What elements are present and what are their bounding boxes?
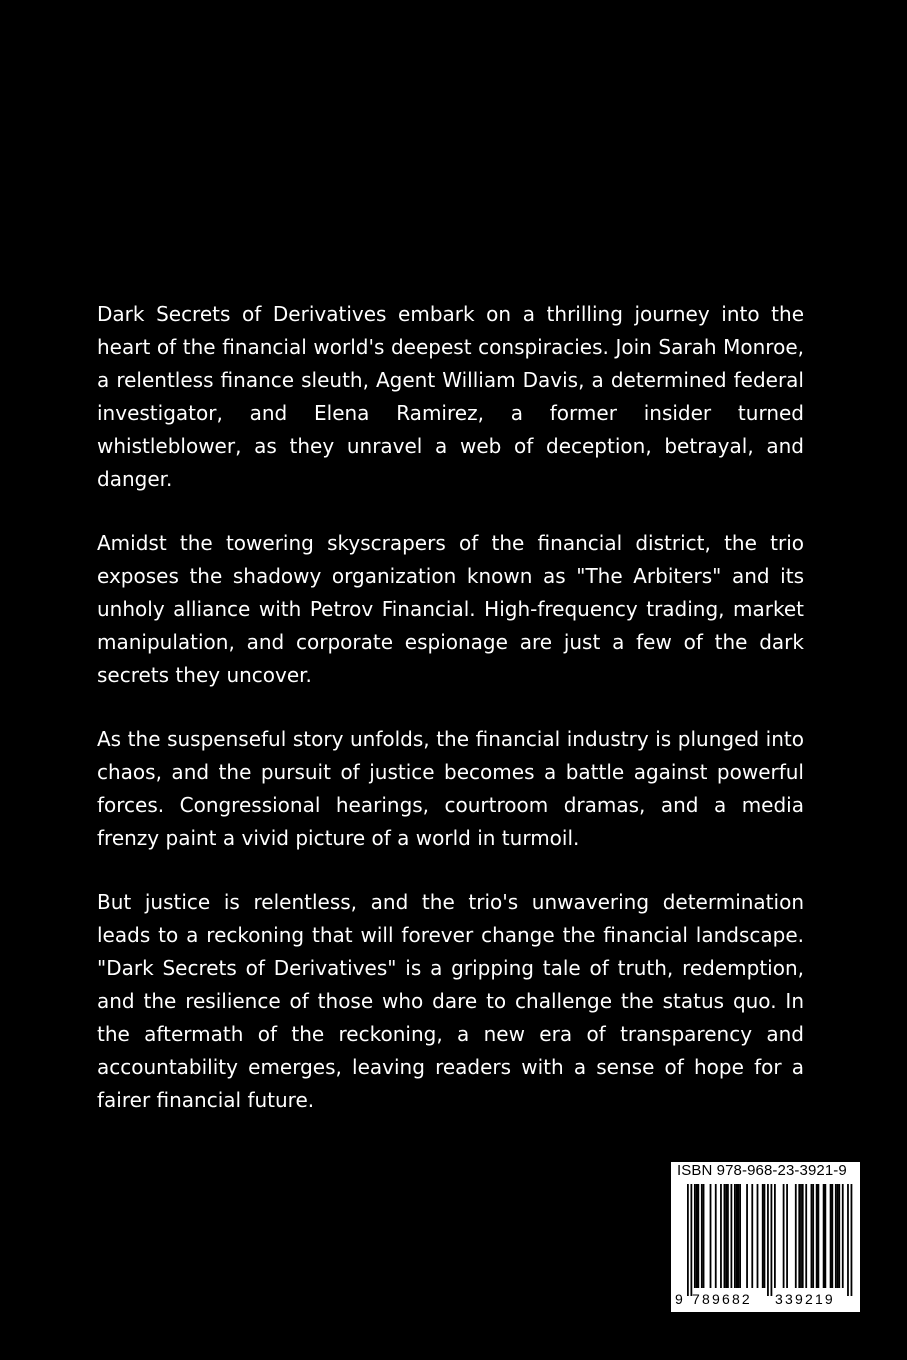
barcode-bar — [835, 1184, 837, 1288]
barcode-bar — [731, 1184, 733, 1288]
barcode-bar — [851, 1184, 853, 1296]
barcode-bar — [697, 1184, 699, 1288]
barcode-bar — [847, 1184, 849, 1296]
ean-right-digits: 339219 — [775, 1291, 835, 1307]
barcode-bar — [811, 1184, 813, 1288]
barcode-bar — [751, 1184, 753, 1288]
barcode-bar — [734, 1184, 736, 1288]
blurb-paragraph-2: Amidst the towering skyscrapers of the financial district, the trio exposes the shadowy organization known as "The Arbiters" and its unholy alliance with Petrov Financial. High-frequency trading, market manipulation, and corporate espionage are just a few of the dark secrets they uncover. — [97, 531, 804, 687]
barcode-bar — [795, 1184, 797, 1288]
barcode-bar — [694, 1184, 696, 1288]
isbn-barcode — [671, 1162, 860, 1312]
ean-left-digits: 789682 — [692, 1291, 752, 1307]
barcode-bar — [746, 1184, 748, 1288]
blurb-paragraph-4: But justice is relentless, and the trio's unwavering determination leads to a reckoning that will forever change the financial landscape. "Dark Secrets of Derivatives" is a gripping tale of truth, redemption, and the resilience of those who dare to challenge the status quo. In the aftermath of the reckoning, a new era of transparency and accountability emerges, leaving readers with a sense of hope for a fairer financial future. — [97, 890, 804, 1112]
barcode-bar — [736, 1184, 738, 1288]
back-cover-blurb — [97, 298, 804, 1148]
blurb-paragraph-1: Dark Secrets of Derivatives embark on a thrilling journey into the heart of the financial world's deepest conspiracies. Join Sarah Monroe, a relentless finance sleuth, Agent William Davis, a determined federal investigator, and Elena Ramirez, a former insider turned whistleblower, as they unravel a web of deception, betrayal, and danger. — [97, 302, 804, 491]
barcode-bar — [764, 1184, 766, 1288]
barcode-bar — [715, 1184, 717, 1288]
barcode-bar — [739, 1184, 741, 1288]
barcode-bar — [798, 1184, 800, 1288]
barcode-bar — [812, 1184, 814, 1288]
ean-first-digit: 9 — [675, 1291, 683, 1307]
barcode-bar — [824, 1184, 826, 1288]
blurb-paragraph-3: As the suspenseful story unfolds, the financial industry is plunged into chaos, and the pursuit of justice becomes a battle against powerful forces. Congressional hearings, courtroom dramas, and a media frenzy paint a vivid picture of a world in turmoil. — [97, 727, 804, 850]
barcode-bar — [720, 1184, 722, 1288]
barcode-bar — [830, 1184, 832, 1288]
barcode-bar — [842, 1184, 844, 1288]
barcode-bar — [774, 1184, 776, 1288]
barcode-bar — [800, 1184, 802, 1288]
barcode-bar — [687, 1184, 689, 1296]
barcode-bar — [818, 1184, 820, 1288]
barcode-bar — [762, 1184, 764, 1288]
barcode-bar — [837, 1184, 839, 1288]
barcode-bar — [783, 1184, 785, 1288]
barcode-bar — [710, 1184, 712, 1288]
barcode-bar — [771, 1184, 773, 1296]
barcode-bar — [802, 1184, 804, 1288]
barcode-bar — [816, 1184, 818, 1288]
barcode-bar — [696, 1184, 698, 1288]
barcode-bars-icon — [671, 1162, 860, 1312]
barcode-bar — [805, 1184, 807, 1288]
barcode-bar — [767, 1184, 769, 1296]
barcode-bar — [703, 1184, 705, 1288]
barcode-bar — [724, 1184, 726, 1288]
barcode-bar — [725, 1184, 727, 1288]
barcode-bar — [701, 1184, 703, 1288]
barcode-bar — [786, 1184, 788, 1288]
barcode-bar — [690, 1184, 692, 1296]
barcode-bar — [727, 1184, 729, 1288]
barcode-bar — [831, 1184, 833, 1288]
barcode-bar — [838, 1184, 840, 1288]
isbn-label: ISBN 978-968-23-3921-9 — [677, 1162, 847, 1179]
barcode-bar — [737, 1184, 739, 1288]
barcode-bar — [823, 1184, 825, 1288]
barcode-bar — [757, 1184, 759, 1288]
